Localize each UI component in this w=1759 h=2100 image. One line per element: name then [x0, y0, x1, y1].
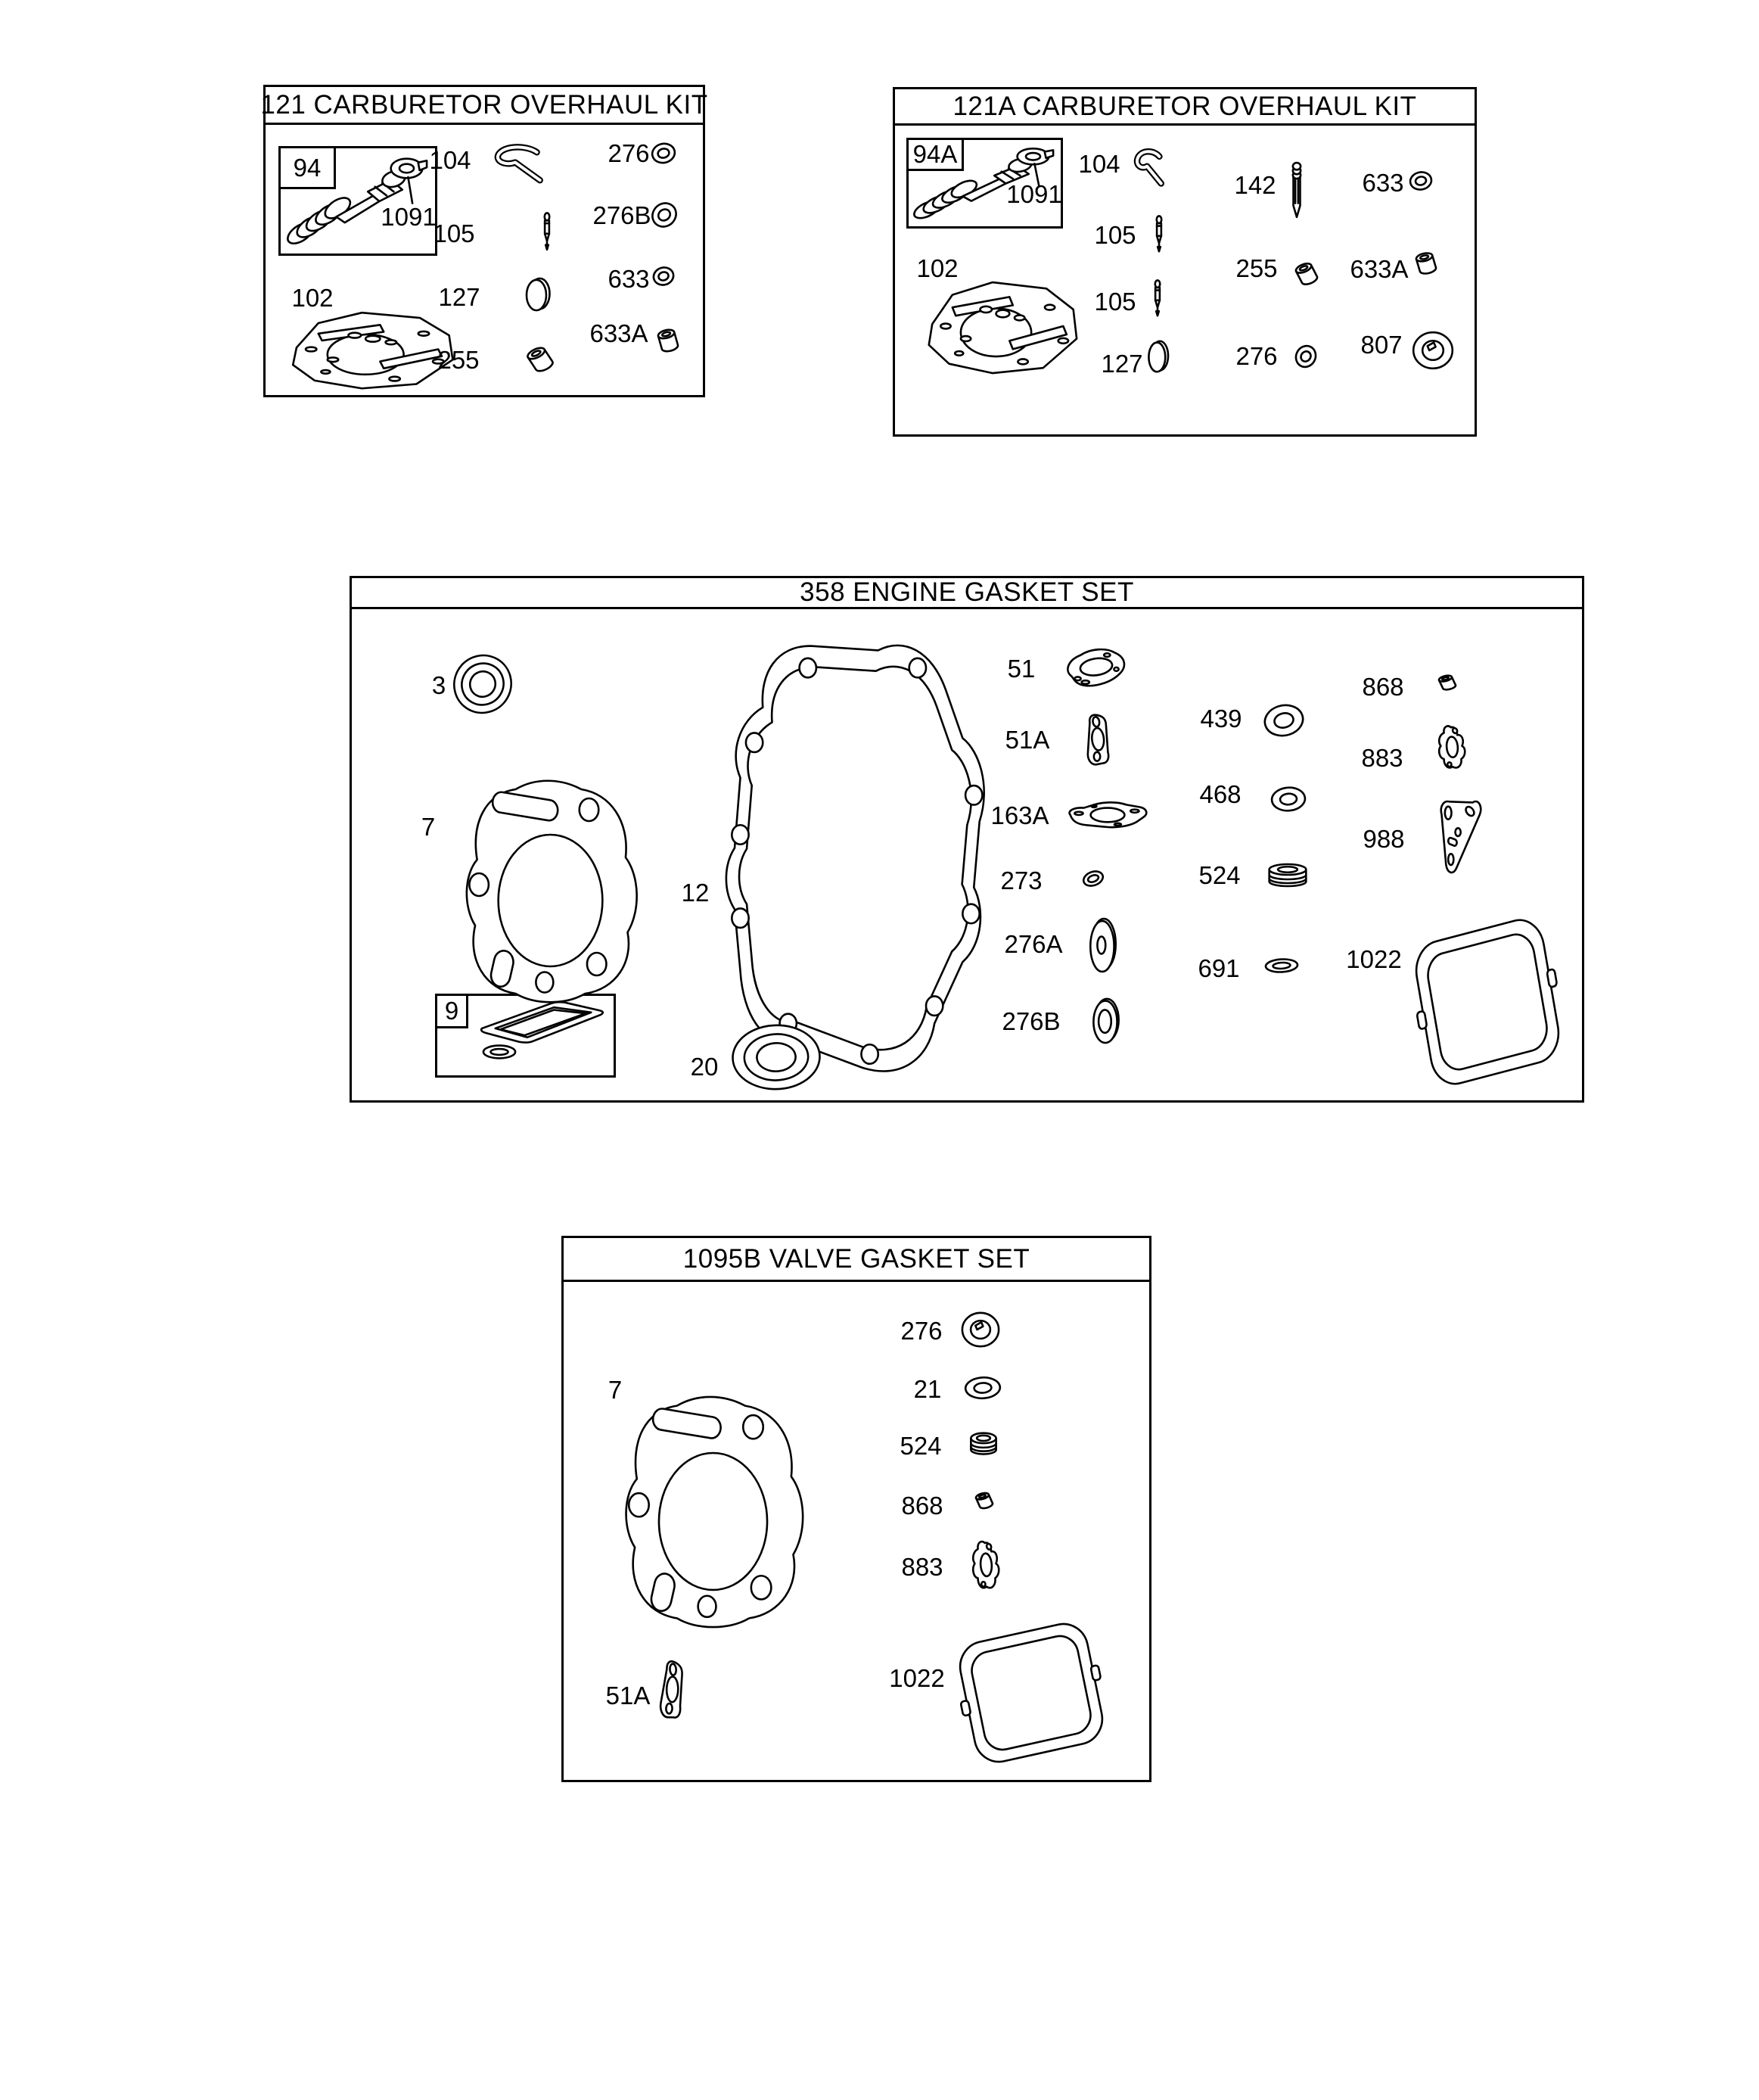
part-label-868: 868: [901, 1492, 943, 1520]
part-icon-ring: [1409, 170, 1433, 192]
part-label-142: 142: [1234, 171, 1276, 199]
part-icon-hook: [1124, 148, 1168, 189]
part-icon-seal: [728, 1020, 825, 1094]
part-icon-ring: [651, 200, 678, 230]
part-icon-needle: [1145, 214, 1173, 260]
part-icon-grommet: [959, 1309, 1002, 1350]
part-icon-cylinder: [1434, 673, 1460, 692]
part-label-524: 524: [900, 1432, 942, 1460]
part-label-276B: 276B: [592, 201, 651, 229]
part-label-105: 105: [433, 219, 475, 247]
part-label-20: 20: [690, 1053, 719, 1081]
part-icon-cylinder: [1291, 260, 1322, 288]
part-icon-assembly: [284, 153, 428, 250]
part-icon-seal: [451, 651, 514, 717]
part-label-21: 21: [913, 1375, 942, 1403]
part-label-439: 439: [1200, 705, 1242, 733]
part-label-7: 7: [608, 1376, 623, 1404]
part-label-633: 633: [1362, 169, 1404, 197]
part-label-524: 524: [1198, 861, 1241, 889]
part-label-633A: 633A: [1350, 255, 1409, 283]
part-label-1091: 1091: [1006, 180, 1062, 208]
part-label-255: 255: [1235, 254, 1278, 282]
part-label-104: 104: [1078, 150, 1120, 178]
part-label-127: 127: [438, 283, 480, 311]
part-label-1022: 1022: [1346, 945, 1402, 973]
part-icon-smgasket: [967, 1537, 1006, 1598]
part-label-276: 276: [608, 139, 650, 167]
part-icon-smgasket: [1433, 722, 1472, 776]
part-label-883: 883: [901, 1553, 943, 1581]
part-icon-ring: [1262, 701, 1306, 740]
part-label-276B: 276B: [1002, 1007, 1061, 1035]
part-label-3: 3: [431, 671, 446, 699]
part-label-868: 868: [1362, 673, 1404, 701]
part-icon-headgasket: [613, 1394, 813, 1630]
panel-title: 358 ENGINE GASKET SET: [352, 578, 1582, 609]
part-label-7: 7: [421, 813, 436, 841]
part-icon-cylinder: [971, 1490, 997, 1511]
part-label-127: 127: [1101, 350, 1143, 378]
part-icon-ovalsm: [481, 1041, 517, 1062]
panel-title: 121A CARBURETOR OVERHAUL KIT: [895, 89, 1475, 126]
part-label-163A: 163A: [990, 801, 1049, 829]
panel-title: 1095B VALVE GASKET SET: [564, 1238, 1149, 1282]
part-icon-ring: [1270, 784, 1307, 814]
part-icon-ovalwasherB: [1086, 996, 1126, 1046]
part-label-51: 51: [1007, 655, 1036, 683]
part-label-276: 276: [1235, 342, 1278, 370]
part-icon-needle: [533, 211, 561, 258]
part-label-51A: 51A: [1005, 726, 1050, 754]
part-icon-disc: [519, 276, 557, 313]
part-label-633A: 633A: [589, 319, 648, 347]
part-icon-intgasket: [1065, 797, 1150, 836]
part-icon-carbgasket: [1058, 643, 1135, 702]
inner-box-label: 94: [278, 146, 336, 189]
part-label-51A: 51A: [605, 1682, 651, 1710]
part-icon-crankgasket: [715, 637, 996, 1076]
part-icon-cylinder: [1410, 249, 1442, 278]
part-icon-ring: [1294, 343, 1317, 370]
part-icon-ring: [651, 141, 676, 166]
part-label-691: 691: [1198, 954, 1240, 982]
part-icon-hook: [475, 144, 552, 186]
part-icon-grommet: [1410, 328, 1456, 372]
part-icon-needle: [1144, 278, 1171, 324]
part-label-883: 883: [1361, 744, 1403, 772]
part-icon-disc: [1142, 339, 1174, 374]
part-icon-squarering: [954, 1613, 1108, 1773]
part-label-105: 105: [1094, 288, 1136, 316]
part-label-633: 633: [608, 265, 650, 293]
part-icon-squarering: [1410, 907, 1565, 1097]
part-icon-plug: [1259, 858, 1316, 896]
inner-box-label: 94A: [906, 138, 964, 171]
part-icon-trigasket: [1433, 797, 1487, 877]
part-label-468: 468: [1199, 780, 1242, 808]
part-label-988: 988: [1363, 825, 1405, 853]
panel-title: 121 CARBURETOR OVERHAUL KIT: [266, 87, 703, 125]
part-icon-ring: [963, 1374, 1002, 1402]
part-icon-jet: [1285, 161, 1309, 225]
part-label-807: 807: [1360, 331, 1403, 359]
part-icon-ring: [652, 265, 675, 288]
part-label-1091: 1091: [381, 203, 437, 231]
part-icon-ovalsm: [1082, 867, 1105, 890]
part-label-276A: 276A: [1004, 930, 1063, 958]
part-label-12: 12: [681, 879, 710, 907]
part-icon-headgasket: [454, 778, 647, 1005]
part-label-273: 273: [1000, 866, 1043, 894]
part-icon-cylinder: [522, 344, 558, 375]
part-label-104: 104: [429, 146, 471, 174]
part-icon-exhgasket: [1079, 713, 1124, 769]
part-label-102: 102: [291, 284, 334, 312]
part-label-276: 276: [900, 1317, 943, 1345]
part-icon-ovalwasherA: [1083, 916, 1123, 974]
part-icon-cylinder: [652, 325, 684, 356]
inner-box-label: 9: [435, 994, 468, 1028]
part-label-255: 255: [437, 346, 480, 374]
part-icon-exhgasket: [654, 1660, 698, 1724]
part-icon-plug: [964, 1427, 1003, 1464]
part-icon-plate: [278, 306, 460, 393]
part-icon-plate: [915, 274, 1083, 378]
part-label-1022: 1022: [889, 1664, 945, 1692]
part-icon-vcgasket: [477, 997, 610, 1047]
part-icon-assembly: [911, 144, 1055, 223]
part-icon-ovalsm: [1263, 955, 1300, 976]
part-label-105: 105: [1094, 221, 1136, 249]
part-label-102: 102: [916, 254, 959, 282]
